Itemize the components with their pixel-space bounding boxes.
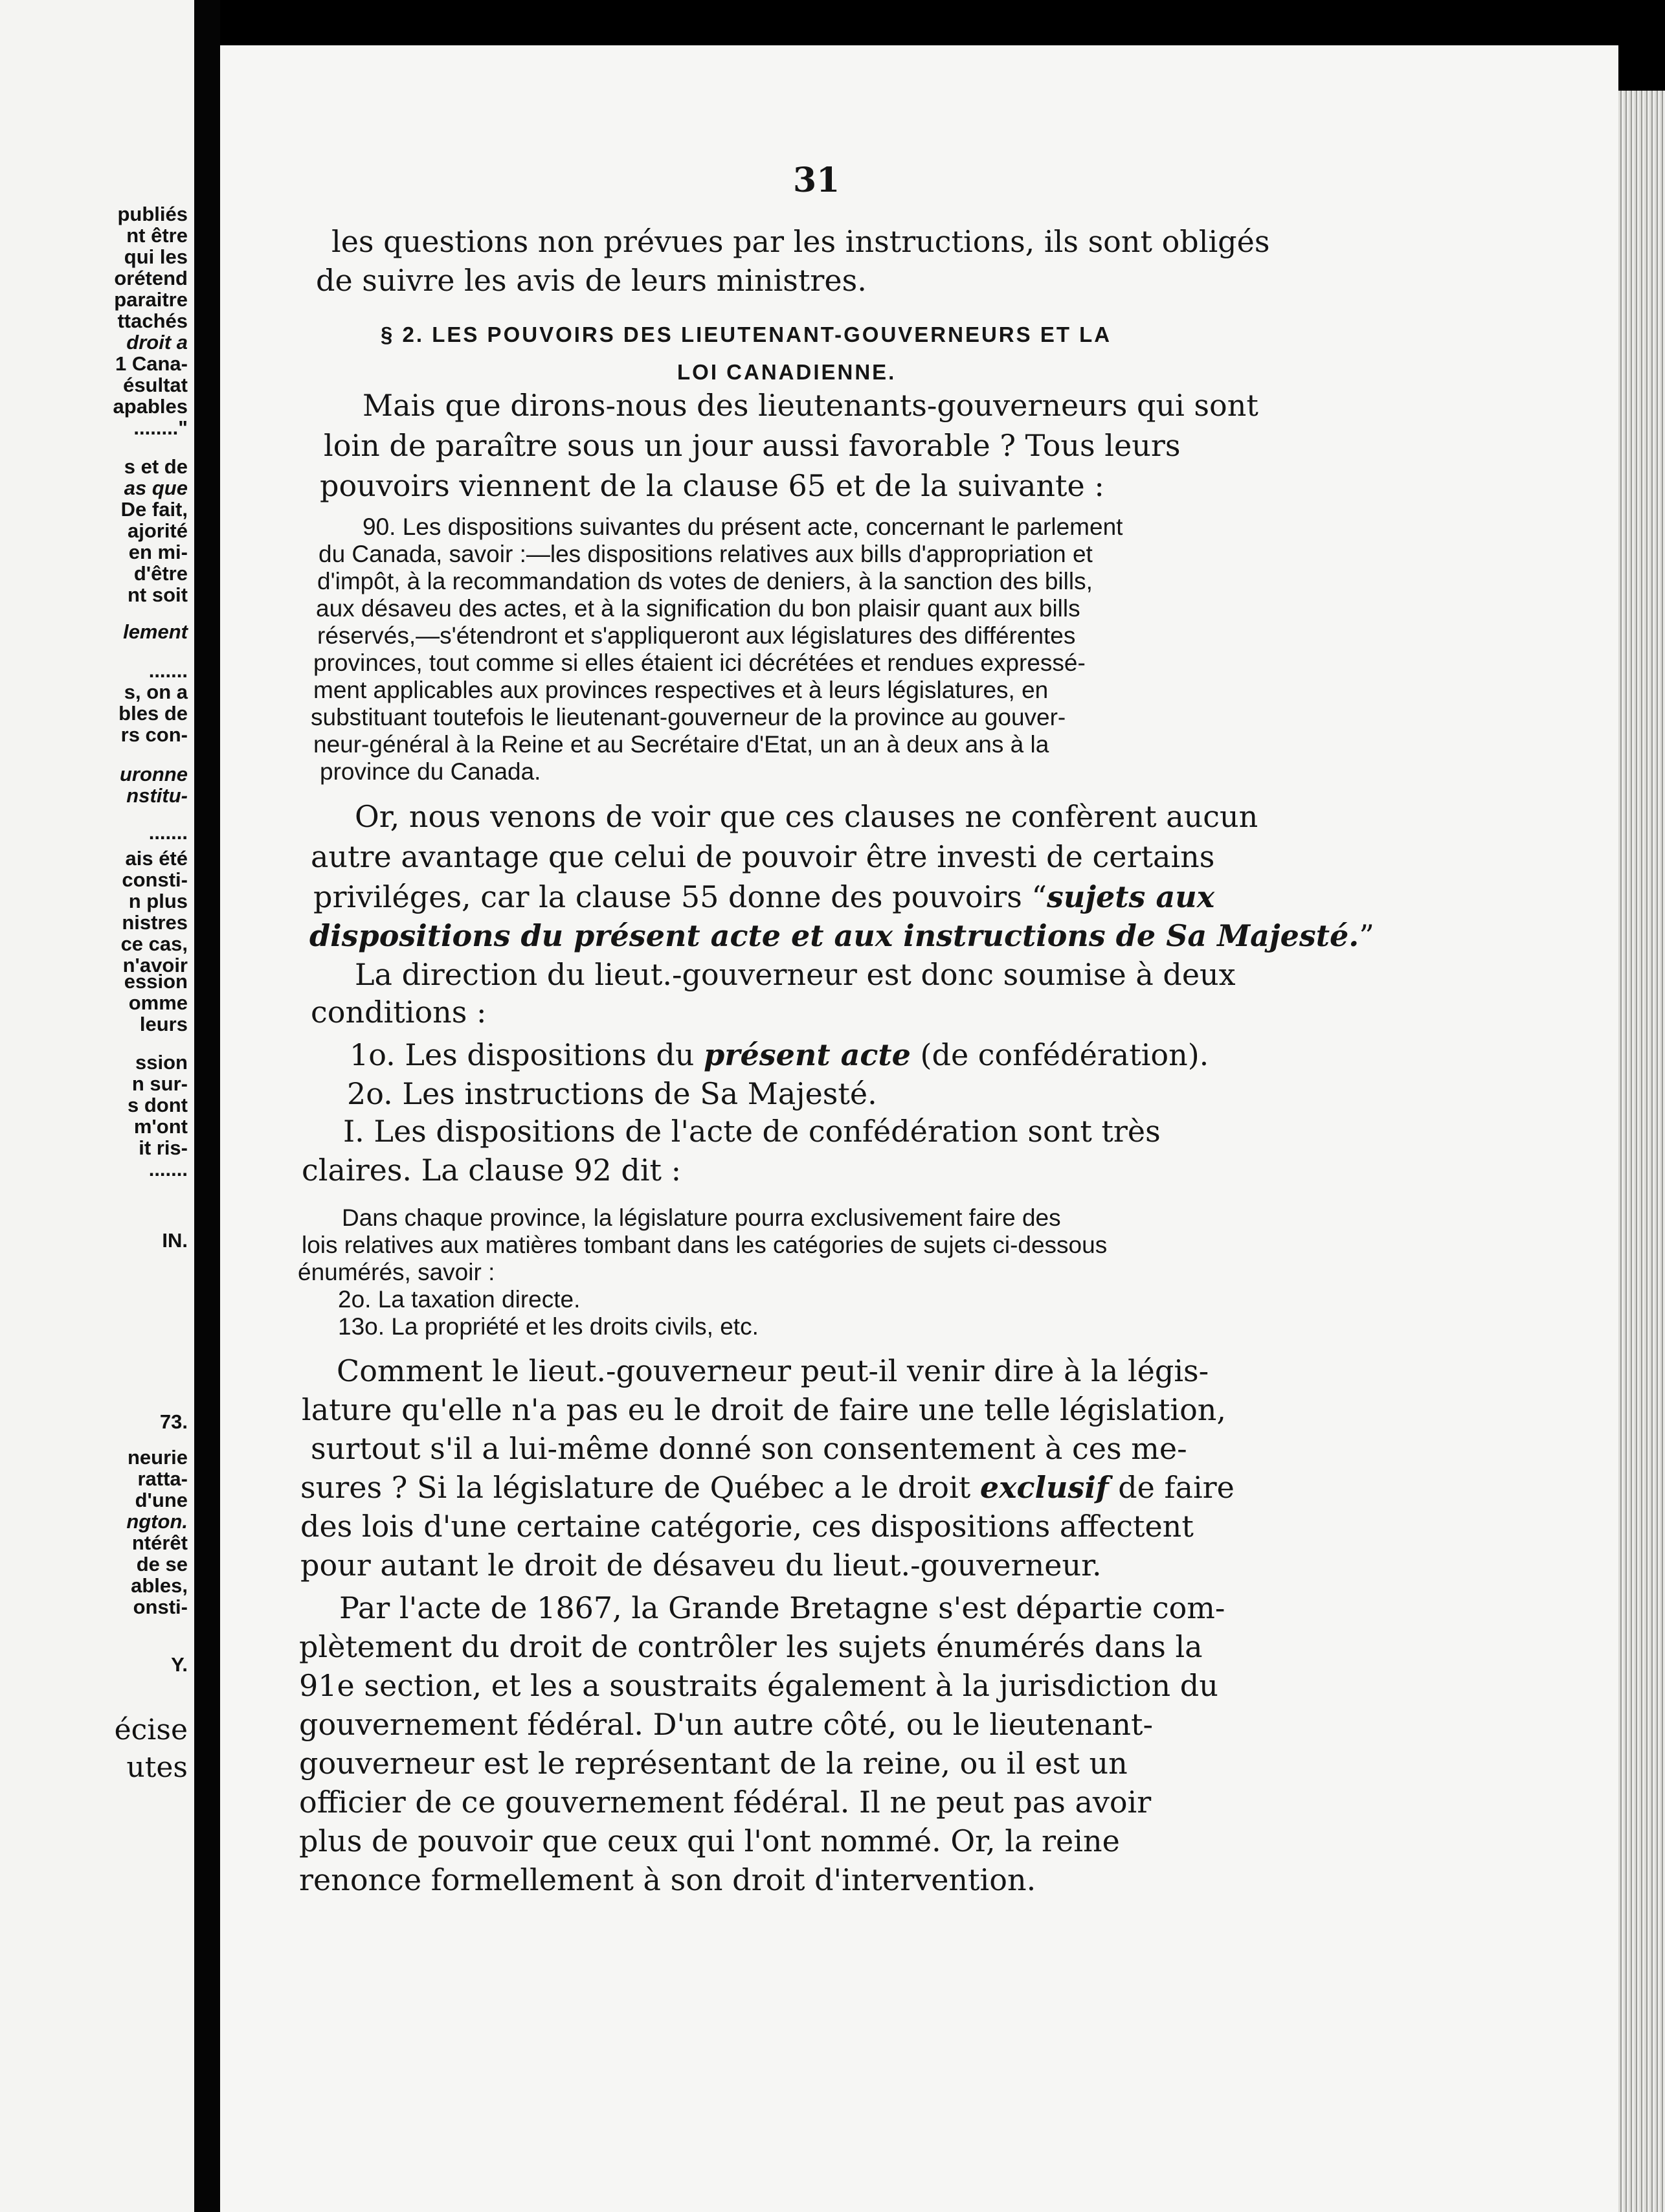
paragraph-3-line-4-end: ” [1359,918,1374,953]
paragraph-6-line-4-italic: exclusif [979,1470,1109,1505]
paragraph-3-line-4-italic: dispositions du présent acte et aux instructions de Sa Majesté. [309,918,1359,953]
left-page-line: rs con- [120,723,188,746]
quote-1-line-9: neur-général à la Reine et au Secrétaire d'Etat, un an à deux ans à la [313,731,1049,758]
quote-1-line-10: province du Canada. [320,758,541,785]
paragraph-5-line-2: claires. La clause 92 dit : [302,1153,682,1188]
left-page-line: s et de [124,455,188,478]
left-page-line: apables [113,395,188,418]
paragraph-6-line-4-text-a: sures ? Si la législature de Québec a le droit [300,1470,980,1505]
left-page-line: ession [124,970,188,993]
left-page-line: nistres [122,911,188,934]
quote-2-line-3: énumérés, savoir : [298,1259,495,1285]
left-page-line: 1 Cana- [115,352,188,375]
left-page-line: utes [126,1751,188,1784]
book-spine [194,0,220,2212]
left-page-line: nt être [126,224,188,247]
paragraph-2-line-1: Mais que dirons-nous des lieutenants-gouverneurs qui sont [363,388,1258,423]
paragraph-6-line-6: pour autant le droit de désaveu du lieut.-gouverneur. [300,1548,1102,1583]
list-item-2: 2o. Les instructions de Sa Majesté. [347,1076,877,1111]
left-page-line: m'ont [133,1115,188,1138]
paragraph-6-line-4-text-b: de faire [1108,1470,1235,1505]
left-page-line: d'une [135,1489,188,1511]
left-page-line: ngton. [126,1510,188,1533]
list-item-1-text: 1o. Les dispositions du [350,1037,704,1072]
left-page-line: nstitu- [126,784,188,807]
left-page-line: 73. [159,1410,188,1433]
paragraph-7-line-7: plus de pouvoir que ceux qui l'ont nommé. Or, la reine [299,1823,1120,1858]
list-item-1-italic: présent acte [704,1037,911,1072]
left-page-line: d'être [133,562,188,585]
quote-1-line-1: 90. Les dispositions suivantes du présent acte, concernant le parlement [363,514,1123,540]
paragraph-3-line-3-italic: sujets aux [1047,879,1215,914]
left-page-line: ais été [125,847,188,870]
left-page-line: omme [128,991,188,1014]
left-page-line: ables, [131,1574,188,1597]
quote-1-line-6: provinces, tout comme si elles étaient ici décrétées et rendues expressé- [313,649,1086,676]
list-item-1 [350,1037,1209,1072]
left-page-line: uronne [119,763,188,785]
left-page-line: consti- [122,868,188,891]
left-page-line: it ris- [139,1136,188,1159]
left-page-line: ce cas, [120,932,188,955]
paragraph-5-line-1: I. Les dispositions de l'acte de confédération sont très [343,1114,1161,1149]
paragraph-3-line-2: autre avantage que celui de pouvoir être investi de certains [311,839,1215,874]
paragraph-7-line-1: Par l'acte de 1867, la Grande Bretagne s'est départie com- [339,1590,1225,1625]
left-page-line: leurs [139,1013,188,1035]
paragraph-6-line-5: des lois d'une certaine catégorie, ces dispositions affectent [300,1509,1194,1544]
paragraph-7-line-8: renonce formellement à son droit d'intervention. [299,1862,1036,1897]
left-page-line: de se [136,1553,188,1575]
left-page-line: droit a [126,331,188,354]
quote-1-line-8: substituant toutefois le lieutenant-gouverneur de la province au gouver- [311,704,1066,730]
quote-2-line-2: lois relatives aux matières tombant dans les catégories de sujets ci-dessous [302,1232,1108,1258]
left-page-line: écise [114,1713,188,1746]
paragraph-7-line-3: 91e section, et les a soustraits également à la jurisdiction du [299,1668,1218,1703]
paragraph-3-line-1: Or, nous venons de voir que ces clauses ne confèrent aucun [355,799,1258,834]
section-heading-line-2: LOI CANADIENNE. [677,360,897,384]
section-heading-line-1: § 2. LES POUVOIRS DES LIEUTENANT-GOUVERNEURS ET LA [381,322,1112,346]
list-item-1-end: (de confédération). [910,1037,1209,1072]
left-page-line: ésultat [123,374,188,396]
left-page-line: s dont [128,1094,188,1116]
paragraph-4-line-1: La direction du lieut.-gouverneur est donc soumise à deux [355,957,1236,992]
quote-1-line-7: ment applicables aux provinces respectives et à leurs législatures, en [313,677,1049,703]
left-page-line: bles de [118,702,188,725]
left-page-line: qui les [124,245,188,268]
paragraph-6-line-2: lature qu'elle n'a pas eu le droit de faire une telle législation, [302,1392,1227,1427]
left-page-fragment [0,0,201,2212]
left-page-line: as que [124,477,188,499]
quote-2-line-1: Dans chaque province, la législature pourra exclusivement faire des [342,1204,1061,1231]
paragraph-7-line-4: gouvernement fédéral. D'un autre côté, ou le lieutenant- [299,1707,1154,1742]
paragraph-2-line-3: pouvoirs viennent de la clause 65 et de la suivante : [320,468,1104,503]
paragraph-3-line-4 [309,918,1374,953]
left-page-line: Y. [171,1653,188,1676]
left-page-line: nt soit [128,583,188,606]
paragraph-4-line-2: conditions : [311,995,487,1030]
page-edges [1618,91,1665,2212]
paragraph-6-line-4 [300,1470,1235,1505]
left-page-line: ttachés [117,310,188,332]
left-page-line: ajorité [127,519,188,542]
quote-1-line-2: du Canada, savoir :—les dispositions relatives aux bills d'appropriation et [318,541,1093,567]
paragraph-2-line-2: loin de paraître sous un jour aussi favorable ? Tous leurs [324,428,1181,463]
left-page-line: n sur- [131,1072,188,1095]
paragraph-6-line-1: Comment le lieut.-gouverneur peut-il venir dire à la légis- [337,1353,1209,1388]
paragraph-7-line-6: officier de ce gouvernement fédéral. Il ne peut pas avoir [299,1785,1152,1820]
left-page-line: en mi- [128,541,188,563]
left-page-line: IN. [162,1229,188,1252]
left-page-line: lement [123,620,188,643]
left-page-line: paraitre [114,288,188,311]
quote-1-line-4: aux désaveu des actes, et à la signification du bon plaisir quant aux bills [316,595,1080,622]
left-page-line: orétend [114,267,188,289]
left-page-line: ntérêt [131,1531,188,1554]
paragraph-7-line-2: plètement du droit de contrôler les sujets énumérés dans la [299,1629,1203,1664]
left-page-line: n plus [128,890,188,912]
left-page-line: ratta- [137,1467,188,1490]
left-page-line: De fait, [120,498,188,521]
left-page-line: publiés [117,203,188,225]
left-page-line: ........" [133,416,188,439]
page-number: 31 [793,161,840,200]
quote-1-line-5: réservés,—s'étendront et s'appliqueront aux législatures des différentes [317,622,1076,649]
paragraph-3-line-3-text: priviléges, car la clause 55 donne des pouvoirs “ [313,879,1047,914]
left-page-line: neurie [127,1446,188,1469]
paragraph-6-line-3: surtout s'il a lui-même donné son consentement à ces me- [311,1431,1187,1466]
left-page-line: ....... [148,1158,188,1180]
quote-1-line-3: d'impôt, à la recommandation ds votes de deniers, à la sanction des bills, [317,568,1093,594]
left-page-line: onsti- [133,1596,188,1618]
paragraph-1-line-1: les questions non prévues par les instructions, ils sont obligés [331,224,1270,259]
left-page-line: ....... [148,821,188,844]
quote-2-line-4: 2o. La taxation directe. [338,1286,581,1313]
left-page-line: ....... [148,659,188,682]
left-page-line: ssion [135,1051,188,1074]
quote-2-line-5: 13o. La propriété et les droits civils, etc. [338,1313,759,1340]
left-page-line: n'avoir [122,954,188,976]
paragraph-1-line-2: de suivre les avis de leurs ministres. [316,263,867,298]
left-page-line: s, on a [124,681,188,703]
paragraph-3-line-3 [313,879,1215,914]
paragraph-7-line-5: gouverneur est le représentant de la reine, ou il est un [299,1746,1128,1781]
